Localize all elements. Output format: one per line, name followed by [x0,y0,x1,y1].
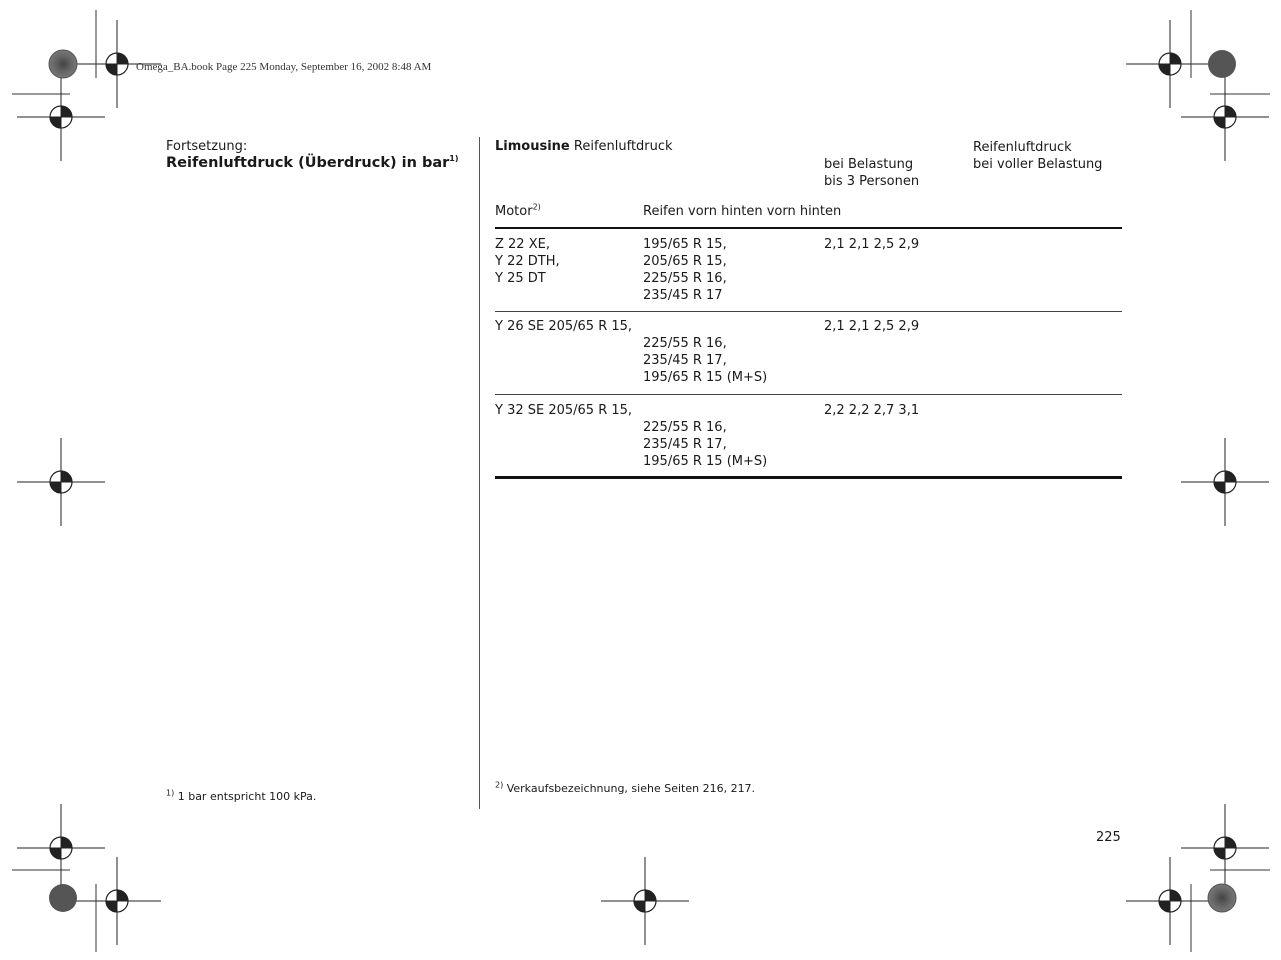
table-cell: 195/65 R 15, [643,237,727,252]
header-full-load-line2: bei voller Belastung [973,157,1103,172]
table-cell: Z 22 XE, [495,237,550,252]
column-header-motor-text: Motor [495,204,533,219]
density-dot-top-right [1208,50,1236,78]
header-full-load-line1: Reifenluftdruck [973,140,1072,155]
registration-target-mid-left [17,438,105,526]
registration-target-top-right [1126,20,1214,108]
table-section-heading-rest: Reifenluftdruck [569,139,673,154]
density-dot-top-left [49,50,77,78]
table-row-2-values: 2,1 2,1 2,5 2,9 [824,319,920,334]
table-cell: 235/45 R 17 [643,288,723,303]
footnote-2-text: Verkaufsbezeichnung, siehe Seiten 216, 217. [506,782,756,795]
table-row-1-values: 2,1 2,1 2,5 2,9 [824,237,920,252]
table-cell: 235/45 R 17, [643,353,727,368]
header-full-load [973,139,1102,173]
footnote-1 [166,790,316,803]
registration-target-bottom-left [73,857,161,945]
registration-target-upper-left [17,73,105,161]
table-cell: 195/65 R 15 (M+S) [643,370,768,385]
registration-target-upper-right [1181,73,1269,161]
book-header: Omega_BA.book Page 225 Monday, September 16, 2002 8:48 AM [136,61,432,73]
column-header-motor [495,203,541,220]
registration-target-lower-left [17,804,105,892]
density-dot-bottom-right [1208,884,1236,912]
table-header-rule [495,227,1122,229]
column-header-tires: Reifen vorn hinten vorn hinten [643,204,842,219]
footnote-2-mark: 2) [495,780,504,790]
table-cell: Y 25 DT [495,271,546,286]
section-title [166,155,459,171]
table-row-1-tires [643,236,727,304]
density-dot-bottom-left [49,884,77,912]
registration-target-bottom-right [1126,857,1214,945]
header-load-3-line1: bei Belastung [824,157,914,172]
continued-label: Fortsetzung: [166,139,248,154]
table-row-3-tires [643,419,767,470]
footnote-1-mark: 1) [166,788,175,798]
table-row-2-tires [643,335,767,386]
table-cell: 235/45 R 17, [643,437,727,452]
registration-target-bottom-center [601,857,689,945]
section-title-footnote-mark: 1) [449,154,459,164]
table-cell: 225/55 R 16, [643,336,727,351]
table-row-2-motor: Y 26 SE 205/65 R 15, [495,319,633,334]
footnote-2 [495,782,755,795]
column-divider [479,137,480,809]
table-section-heading [495,138,673,155]
table-cell: 225/55 R 16, [643,271,727,286]
header-load-3-persons [824,156,919,190]
section-title-text: Reifenluftdruck (Überdruck) in bar [166,155,450,171]
table-cell: 195/65 R 15 (M+S) [643,454,768,469]
table-row-divider [495,311,1122,312]
table-row-1-motor [495,236,560,287]
table-row-3-motor: Y 32 SE 205/65 R 15, [495,403,633,418]
table-row-3-values: 2,2 2,2 2,7 3,1 [824,403,920,418]
table-row-divider [495,394,1122,395]
page-number: 225 [1096,830,1121,845]
registration-target-mid-right [1181,438,1269,526]
footnote-1-text: 1 bar entspricht 100 kPa. [177,790,317,803]
table-cell: 205/65 R 15, [643,254,727,269]
table-cell: 225/55 R 16, [643,420,727,435]
table-cell: Y 22 DTH, [495,254,560,269]
header-load-3-line2: bis 3 Personen [824,174,920,189]
table-bottom-rule [495,476,1122,479]
column-header-motor-footnote-mark: 2) [532,202,541,212]
table-section-heading-bold: Limousine [495,139,570,154]
registration-target-lower-right [1181,804,1269,892]
